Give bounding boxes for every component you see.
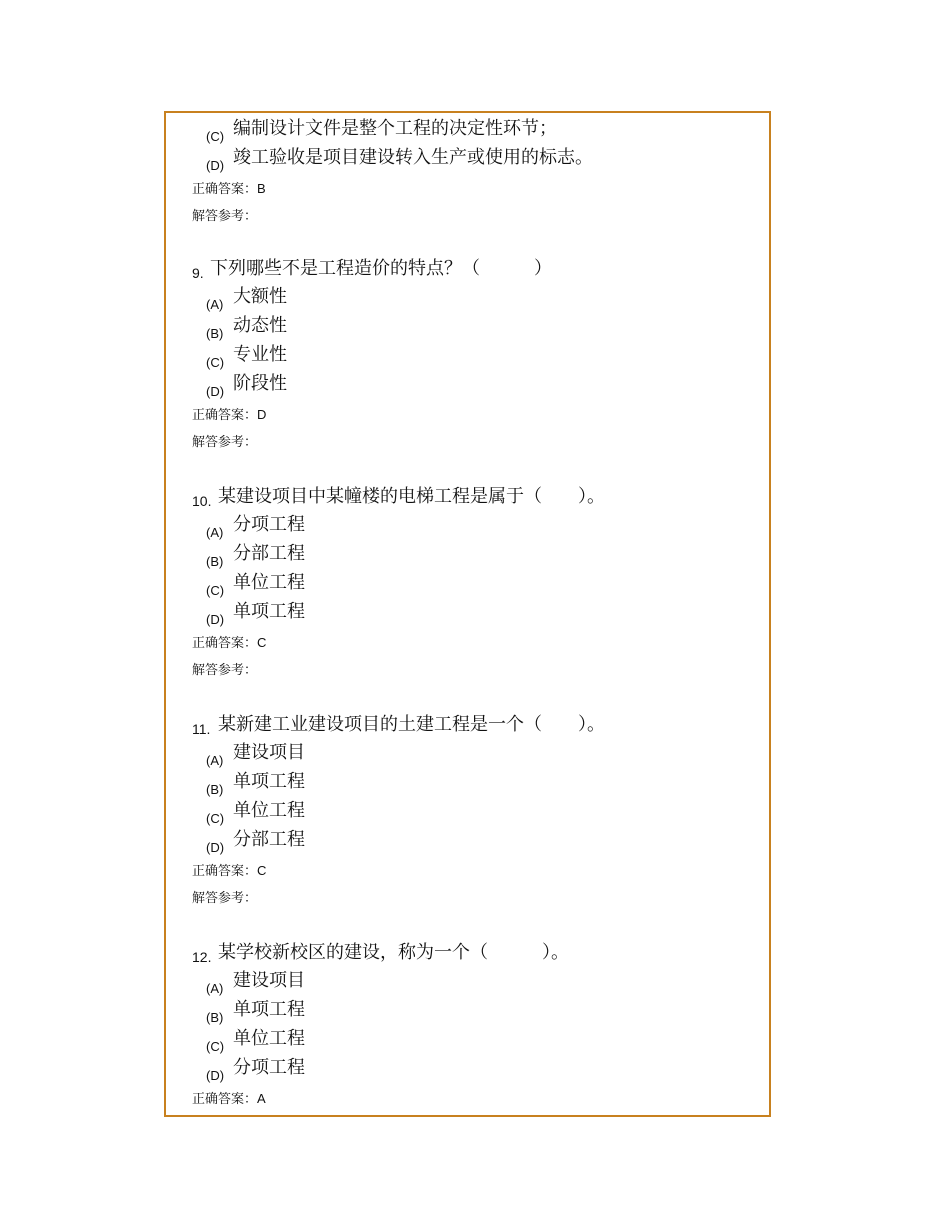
option-text: 单项工程	[233, 999, 305, 1020]
option-text: 单项工程	[233, 771, 305, 792]
option-text: 分部工程	[233, 543, 305, 564]
explanation-label	[166, 657, 769, 685]
option-c	[166, 343, 769, 372]
question-text: 下列哪些不是工程造价的特点？（ ）	[210, 258, 552, 279]
option-text: 分项工程	[233, 1057, 305, 1078]
question-text: 某建设项目中某幢楼的电梯工程是属于（ ）。	[218, 486, 605, 507]
option-text: 单位工程	[233, 1028, 305, 1049]
option-letter: (C)	[206, 355, 225, 370]
explanation-text: 解答参考：	[192, 891, 258, 906]
question-11	[166, 710, 769, 913]
option-letter: (D)	[206, 158, 225, 173]
explanation-text: 解答参考：	[192, 435, 258, 450]
document-page	[164, 111, 771, 1117]
option-letter: (B)	[206, 782, 224, 797]
option-text: 大额性	[233, 286, 287, 307]
option-d	[166, 600, 769, 629]
answer-label: 正确答案：	[192, 182, 258, 197]
option-letter: (D)	[206, 840, 225, 855]
question-number: 11.	[192, 721, 211, 737]
option-letter: (D)	[206, 1068, 225, 1083]
option-text: 单位工程	[233, 800, 305, 821]
option-text: 分部工程	[233, 829, 305, 850]
question-line	[166, 938, 769, 969]
question-line	[166, 710, 769, 741]
option-d	[166, 1056, 769, 1085]
explanation-label	[166, 203, 769, 231]
option-letter: (C)	[206, 1039, 225, 1054]
option-a	[166, 741, 769, 770]
option-letter: (A)	[206, 753, 224, 768]
correct-answer	[166, 175, 769, 203]
answer-value: A	[257, 1091, 266, 1106]
question-line	[166, 482, 769, 513]
option-text: 竣工验收是项目建设转入生产或使用的标志。	[233, 147, 593, 168]
option-letter: (C)	[206, 129, 225, 144]
option-text: 编制设计文件是整个工程的决定性环节；	[233, 118, 557, 139]
question-text: 某新建工业建设项目的土建工程是一个（ ）。	[218, 714, 605, 735]
question-number: 9.	[192, 265, 204, 281]
option-text: 单位工程	[233, 572, 305, 593]
option-c	[166, 117, 769, 146]
option-text: 建设项目	[233, 970, 305, 991]
question-line	[166, 254, 769, 285]
answer-value: C	[257, 863, 267, 878]
option-b	[166, 998, 769, 1027]
question-number: 12.	[192, 949, 212, 965]
option-text: 建设项目	[233, 742, 305, 763]
option-letter: (B)	[206, 1010, 224, 1025]
option-a	[166, 285, 769, 314]
correct-answer	[166, 629, 769, 657]
option-letter: (A)	[206, 297, 224, 312]
answer-value: D	[257, 407, 267, 422]
answer-label: 正确答案：	[192, 1092, 258, 1107]
prev-question-block	[166, 117, 769, 231]
option-text: 动态性	[233, 315, 287, 336]
option-c	[166, 1027, 769, 1056]
option-letter: (D)	[206, 384, 225, 399]
question-text: 某学校新校区的建设，称为一个（ ）。	[218, 942, 569, 963]
option-d	[166, 828, 769, 857]
option-a	[166, 969, 769, 998]
option-letter: (A)	[206, 525, 224, 540]
option-a	[166, 513, 769, 542]
question-10	[166, 482, 769, 685]
option-letter: (B)	[206, 326, 224, 341]
explanation-text: 解答参考：	[192, 663, 258, 678]
option-d	[166, 146, 769, 175]
explanation-label	[166, 885, 769, 913]
answer-value: C	[257, 635, 267, 650]
option-letter: (A)	[206, 981, 224, 996]
answer-label: 正确答案：	[192, 636, 258, 651]
answer-label: 正确答案：	[192, 408, 258, 423]
option-letter: (C)	[206, 811, 225, 826]
correct-answer	[166, 857, 769, 885]
option-text: 单项工程	[233, 601, 305, 622]
option-c	[166, 799, 769, 828]
option-letter: (C)	[206, 583, 225, 598]
correct-answer	[166, 1085, 769, 1113]
option-text: 阶段性	[233, 373, 287, 394]
question-12	[166, 938, 769, 1113]
explanation-text: 解答参考：	[192, 209, 258, 224]
option-b	[166, 314, 769, 343]
explanation-label	[166, 429, 769, 457]
correct-answer	[166, 401, 769, 429]
option-letter: (B)	[206, 554, 224, 569]
answer-value: B	[257, 181, 266, 196]
answer-label: 正确答案：	[192, 864, 258, 879]
question-number: 10.	[192, 493, 212, 509]
question-9	[166, 254, 769, 457]
option-letter: (D)	[206, 612, 225, 627]
option-text: 分项工程	[233, 514, 305, 535]
option-text: 专业性	[233, 344, 287, 365]
option-d	[166, 372, 769, 401]
option-b	[166, 770, 769, 799]
option-c	[166, 571, 769, 600]
option-b	[166, 542, 769, 571]
